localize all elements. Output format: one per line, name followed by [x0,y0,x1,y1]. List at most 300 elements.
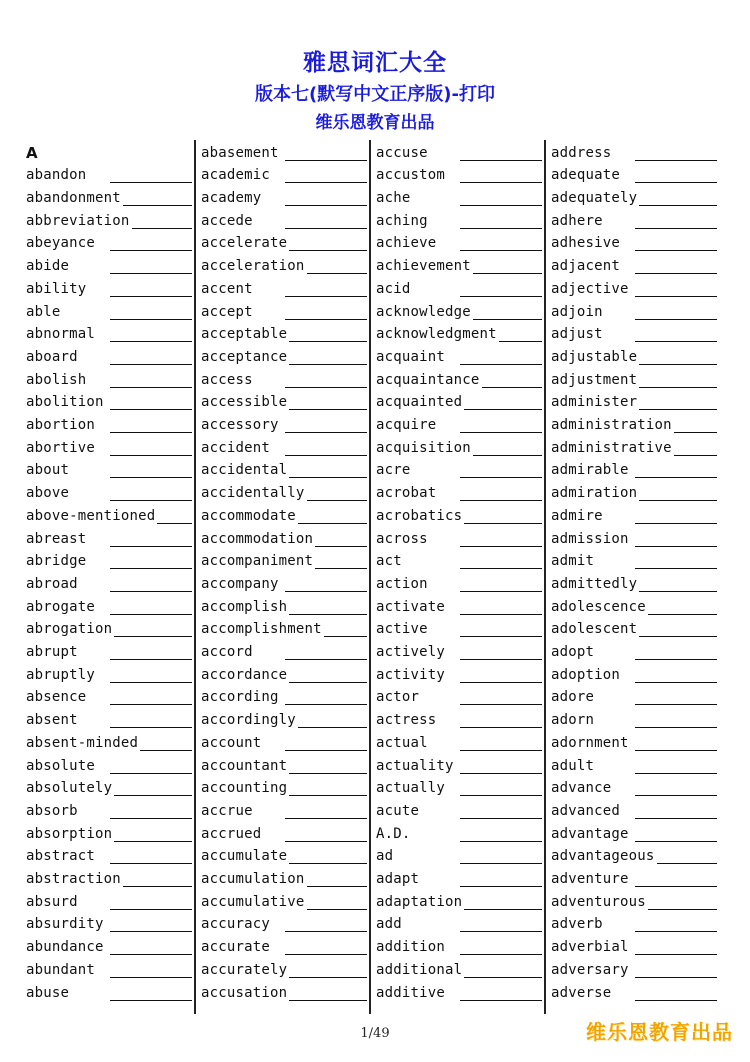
answer-blank[interactable] [460,659,542,660]
vocab-word: absurdity [26,916,104,933]
vocab-word: adjoin [551,303,603,320]
answer-blank[interactable] [499,341,542,342]
vocab-row [551,662,717,685]
answer-blank[interactable] [285,954,367,955]
vocab-row [551,639,717,662]
answer-blank[interactable] [285,160,367,161]
answer-blank[interactable] [110,455,192,456]
answer-blank[interactable] [460,795,542,796]
vocab-row [551,571,717,594]
answer-blank[interactable] [464,409,542,410]
vocab-word: abstraction [26,871,121,888]
answer-blank[interactable] [635,546,717,547]
answer-blank[interactable] [132,228,192,229]
vocab-row [376,662,542,685]
vocab-row [201,526,367,549]
answer-blank[interactable] [648,909,717,910]
answer-blank[interactable] [460,546,542,547]
answer-blank[interactable] [639,364,717,365]
answer-blank[interactable] [307,886,367,887]
answer-blank[interactable] [460,682,542,683]
answer-blank[interactable] [307,909,367,910]
answer-blank[interactable] [285,818,367,819]
vocab-row [376,844,542,867]
answer-blank[interactable] [473,273,542,274]
answer-blank[interactable] [110,273,192,274]
answer-blank[interactable] [482,387,542,388]
answer-blank[interactable] [460,591,542,592]
vocab-row [551,821,717,844]
vocab-row [26,299,192,322]
vocab-row [376,231,542,254]
answer-blank[interactable] [285,931,367,932]
vocab-word: admission [551,530,629,547]
answer-blank[interactable] [635,659,717,660]
answer-blank[interactable] [460,228,542,229]
answer-blank[interactable] [473,319,542,320]
vocab-row [26,662,192,685]
vocab-word: accordance [201,666,288,683]
answer-blank[interactable] [110,954,192,955]
vocab-row [551,458,717,481]
answer-blank[interactable] [639,205,717,206]
vocab-row [26,594,192,617]
answer-blank[interactable] [460,727,542,728]
vocab-row [376,254,542,277]
answer-blank[interactable] [635,682,717,683]
answer-blank[interactable] [110,909,192,910]
vocab-row [201,435,367,458]
vocab-word: adolescent [551,621,638,638]
vocab-row [26,617,192,640]
vocab-word: accrue [201,802,253,819]
answer-blank[interactable] [460,773,542,774]
vocab-word: accidental [201,462,288,479]
answer-blank[interactable] [110,773,192,774]
vocab-word: absorption [26,825,113,842]
answer-blank[interactable] [110,659,192,660]
answer-blank[interactable] [460,160,542,161]
answer-blank[interactable] [635,341,717,342]
vocab-row [26,730,192,753]
answer-blank[interactable] [635,182,717,183]
answer-blank[interactable] [460,886,542,887]
vocab-row [551,208,717,231]
answer-blank[interactable] [110,477,192,478]
answer-blank[interactable] [460,863,542,864]
answer-blank[interactable] [460,841,542,842]
vocab-word: absolutely [26,780,113,797]
answer-blank[interactable] [110,568,192,569]
vocab-word: adoption [551,666,621,683]
vocab-word: adverb [551,916,603,933]
answer-blank[interactable] [289,795,367,796]
answer-blank[interactable] [460,1000,542,1001]
answer-blank[interactable] [110,614,192,615]
vocab-row [201,549,367,572]
vocab-word: admittedly [551,575,638,592]
vocab-row [26,957,192,980]
answer-blank[interactable] [635,273,717,274]
answer-blank[interactable] [460,364,542,365]
answer-blank[interactable] [110,704,192,705]
vocab-row [201,254,367,277]
vocab-row [551,798,717,821]
vocab-row [376,549,542,572]
vocab-word: actually [376,780,446,797]
vocab-word: additive [376,984,446,1001]
answer-blank[interactable] [285,387,367,388]
answer-blank[interactable] [140,750,192,751]
vocab-word: administrative [551,439,672,456]
vocab-word: according [201,689,279,706]
vocab-row [201,208,367,231]
answer-blank[interactable] [285,750,367,751]
vocab-word: account [201,734,262,751]
answer-blank[interactable] [635,704,717,705]
answer-blank[interactable] [635,477,717,478]
answer-blank[interactable] [635,977,717,978]
answer-blank[interactable] [635,1000,717,1001]
answer-blank[interactable] [110,250,192,251]
answer-blank[interactable] [123,205,192,206]
answer-blank[interactable] [635,523,717,524]
answer-blank[interactable] [307,273,367,274]
vocab-row [201,662,367,685]
answer-blank[interactable] [110,1000,192,1001]
answer-blank[interactable] [307,500,367,501]
vocab-word: achievement [376,258,471,275]
answer-blank[interactable] [289,614,367,615]
answer-blank[interactable] [639,636,717,637]
vocab-word: above [26,485,70,502]
vocab-row [376,617,542,640]
answer-blank[interactable] [460,182,542,183]
answer-blank[interactable] [674,432,717,433]
column-divider [194,140,196,1014]
answer-blank[interactable] [123,886,192,887]
answer-blank[interactable] [110,591,192,592]
answer-blank[interactable] [635,228,717,229]
answer-blank[interactable] [635,296,717,297]
answer-blank[interactable] [635,773,717,774]
vocab-row [551,730,717,753]
answer-blank[interactable] [460,818,542,819]
vocab-row [551,980,717,1003]
answer-blank[interactable] [289,364,367,365]
vocab-row [551,254,717,277]
answer-blank[interactable] [289,863,367,864]
word-column-2 [201,140,367,1014]
vocab-word: abandonment [26,190,121,207]
vocab-word: adverbial [551,939,629,956]
vocab-word: abolish [26,371,87,388]
answer-blank[interactable] [639,409,717,410]
vocab-word: adorn [551,712,595,729]
answer-blank[interactable] [285,319,367,320]
vocab-word: accident [201,439,271,456]
vocab-word: abuse [26,984,70,1001]
vocab-row [551,594,717,617]
vocab-row [376,730,542,753]
vocab-row [201,571,367,594]
answer-blank[interactable] [289,250,367,251]
vocab-row [26,708,192,731]
vocab-word: adornment [551,734,629,751]
answer-blank[interactable] [289,682,367,683]
vocab-word: abundant [26,961,96,978]
answer-blank[interactable] [289,477,367,478]
answer-blank[interactable] [285,205,367,206]
vocab-word: addition [376,939,446,956]
vocab-row [376,753,542,776]
vocab-word: adventure [551,871,629,888]
answer-blank[interactable] [114,841,192,842]
answer-blank[interactable] [110,727,192,728]
answer-blank[interactable] [114,636,192,637]
answer-blank[interactable] [110,319,192,320]
vocab-row [201,776,367,799]
vocab-word: actuality [376,757,454,774]
vocab-word: abrogate [26,598,96,615]
answer-blank[interactable] [635,727,717,728]
vocab-word: aboard [26,348,78,365]
vocab-word: accept [201,303,253,320]
answer-blank[interactable] [674,455,717,456]
vocab-word: accelerate [201,235,288,252]
vocab-word: adjust [551,326,603,343]
answer-blank[interactable] [473,455,542,456]
answer-blank[interactable] [639,500,717,501]
vocab-row [376,935,542,958]
answer-blank[interactable] [110,682,192,683]
vocab-word: adventurous [551,893,646,910]
vocab-row [376,458,542,481]
vocab-row [376,390,542,413]
vocab-row [201,912,367,935]
answer-blank[interactable] [460,250,542,251]
answer-blank[interactable] [460,500,542,501]
vocab-word: actor [376,689,420,706]
vocab-row [551,435,717,458]
answer-blank[interactable] [460,568,542,569]
vocab-row [376,639,542,662]
answer-blank[interactable] [464,977,542,978]
vocab-row [551,866,717,889]
vocab-word: absent [26,712,78,729]
answer-blank[interactable] [289,1000,367,1001]
answer-blank[interactable] [298,523,367,524]
vocab-word: acceptable [201,326,288,343]
answer-blank[interactable] [460,432,542,433]
vocab-row [26,685,192,708]
answer-blank[interactable] [460,704,542,705]
answer-blank[interactable] [157,523,192,524]
vocab-word: access [201,371,253,388]
answer-blank[interactable] [285,659,367,660]
vocab-row [376,367,542,390]
answer-blank[interactable] [635,750,717,751]
answer-blank[interactable] [114,795,192,796]
answer-blank[interactable] [110,182,192,183]
answer-blank[interactable] [460,205,542,206]
answer-blank[interactable] [639,387,717,388]
answer-blank[interactable] [464,523,542,524]
answer-blank[interactable] [110,863,192,864]
vocab-row [201,322,367,345]
vocab-row [376,821,542,844]
vocab-row [551,412,717,435]
answer-blank[interactable] [639,591,717,592]
vocab-row [26,435,192,458]
vocab-row [551,299,717,322]
vocab-row [26,344,192,367]
answer-blank[interactable] [635,818,717,819]
vocab-row [551,776,717,799]
answer-blank[interactable] [460,614,542,615]
answer-blank[interactable] [657,863,717,864]
vocab-row [376,708,542,731]
vocab-row [376,685,542,708]
vocab-row [26,503,192,526]
vocab-row [26,412,192,435]
answer-blank[interactable] [285,228,367,229]
answer-blank[interactable] [635,160,717,161]
vocab-row [376,344,542,367]
answer-blank[interactable] [324,636,367,637]
answer-blank[interactable] [315,546,367,547]
answer-blank[interactable] [285,182,367,183]
answer-blank[interactable] [460,931,542,932]
vocab-row [201,163,367,186]
vocab-row [376,503,542,526]
answer-blank[interactable] [635,931,717,932]
vocab-word: acid [376,280,411,297]
vocab-row [551,685,717,708]
vocab-word: abreast [26,530,87,547]
vocab-word: advantageous [551,848,655,865]
answer-blank[interactable] [635,886,717,887]
column-divider [544,140,546,1014]
answer-blank[interactable] [635,954,717,955]
answer-blank[interactable] [464,909,542,910]
vocab-word: activity [376,666,446,683]
vocab-row [26,254,192,277]
vocab-word: acquire [376,417,437,434]
answer-blank[interactable] [110,296,192,297]
answer-blank[interactable] [289,409,367,410]
vocab-word: accuracy [201,916,271,933]
answer-blank[interactable] [110,500,192,501]
vocab-row [551,231,717,254]
answer-blank[interactable] [635,568,717,569]
answer-blank[interactable] [285,432,367,433]
vocab-row [376,594,542,617]
answer-blank[interactable] [460,954,542,955]
vocab-word: accomplish [201,598,288,615]
vocab-word: adapt [376,871,420,888]
vocab-word: activate [376,598,446,615]
vocab-word: adolescence [551,598,646,615]
vocab-row [376,140,542,163]
vocab-row [551,322,717,345]
vocab-word: able [26,303,61,320]
answer-blank[interactable] [110,546,192,547]
answer-blank[interactable] [289,341,367,342]
answer-blank[interactable] [460,636,542,637]
answer-blank[interactable] [285,296,367,297]
vocab-word: ad [376,848,394,865]
vocab-row [26,322,192,345]
answer-blank[interactable] [298,727,367,728]
vocab-word: acquaint [376,348,446,365]
answer-blank[interactable] [110,387,192,388]
answer-blank[interactable] [110,364,192,365]
answer-blank[interactable] [635,250,717,251]
vocab-row [376,276,542,299]
word-column-4 [551,140,717,1014]
vocab-row [26,526,192,549]
answer-blank[interactable] [285,841,367,842]
vocab-word: accent [201,280,253,297]
answer-blank[interactable] [460,750,542,751]
column-divider [369,140,371,1014]
page-number: 1/49 [360,1026,390,1041]
vocab-row [551,912,717,935]
answer-blank[interactable] [289,977,367,978]
vocab-row [26,980,192,1003]
vocab-row [26,821,192,844]
answer-blank[interactable] [289,773,367,774]
vocab-row [376,208,542,231]
vocab-row [201,935,367,958]
vocab-row [26,208,192,231]
answer-blank[interactable] [110,432,192,433]
answer-blank[interactable] [285,704,367,705]
vocab-row [201,594,367,617]
answer-blank[interactable] [635,319,717,320]
vocab-word: abandon [26,167,87,184]
answer-blank[interactable] [285,591,367,592]
vocab-word: abrogation [26,621,113,638]
vocab-word: administer [551,394,638,411]
vocab-word: acquaintance [376,371,480,388]
vocab-word: abbreviation [26,212,130,229]
vocab-row [376,435,542,458]
answer-blank[interactable] [110,931,192,932]
answer-blank[interactable] [635,841,717,842]
vocab-row [26,231,192,254]
answer-blank[interactable] [110,409,192,410]
answer-blank[interactable] [110,341,192,342]
vocab-row [551,957,717,980]
answer-blank[interactable] [460,296,542,297]
answer-blank[interactable] [460,477,542,478]
answer-blank[interactable] [110,818,192,819]
answer-blank[interactable] [315,568,367,569]
vocab-word: abrupt [26,644,78,661]
vocab-row [201,344,367,367]
vocab-word: add [376,916,402,933]
vocab-word: accumulate [201,848,288,865]
vocab-word: adequate [551,167,621,184]
vocab-row [26,390,192,413]
answer-blank[interactable] [648,614,717,615]
vocab-word: abeyance [26,235,96,252]
answer-blank[interactable] [110,977,192,978]
answer-blank[interactable] [635,795,717,796]
answer-blank[interactable] [285,455,367,456]
